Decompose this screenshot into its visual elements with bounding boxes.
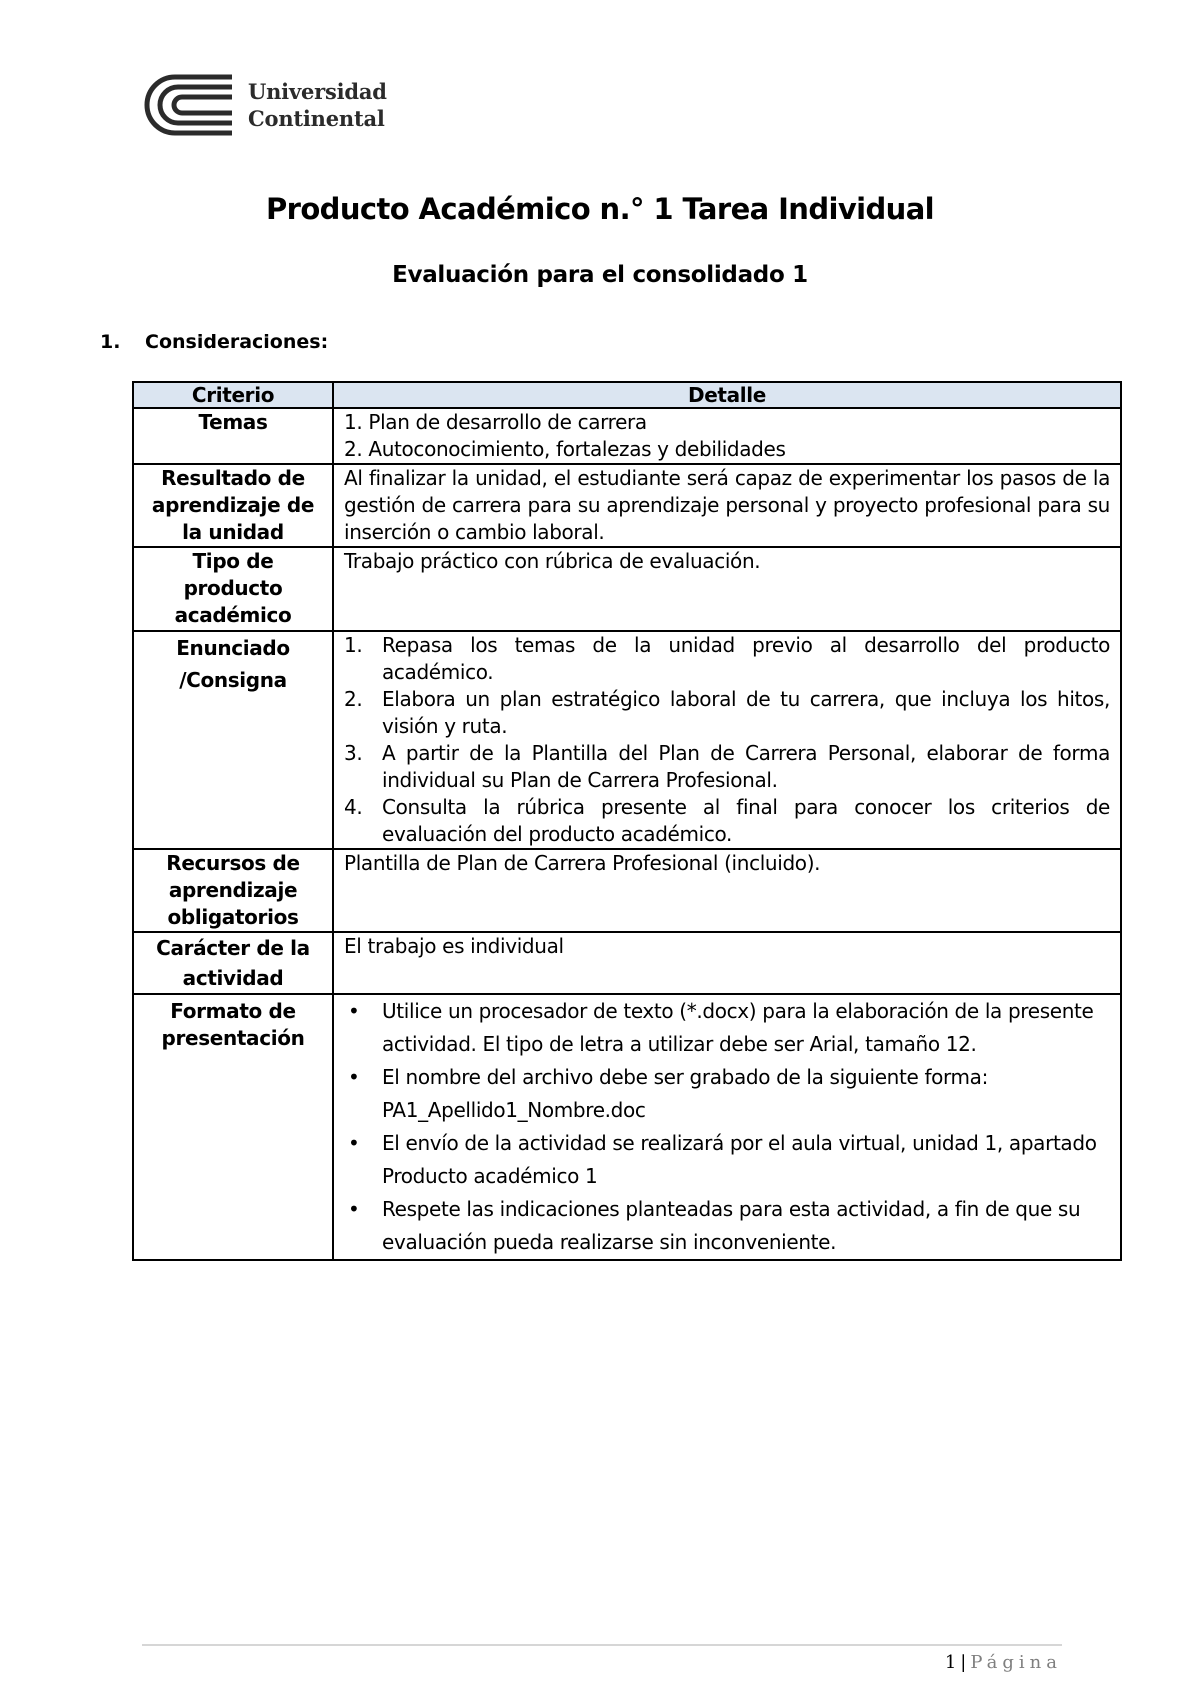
section-heading	[100, 331, 328, 353]
list-item: • El nombre del archivo debe ser grabado de la siguiente forma: PA1_Apellido1_Nombre.doc	[344, 1061, 1110, 1127]
footer-separator: |	[960, 1652, 967, 1673]
section-label: Consideraciones:	[145, 331, 329, 353]
list-item-text: Consulta la rúbrica presente al final para conocer los criterios de evaluación del producto académico.	[382, 795, 1110, 846]
row-label: Recursos de aprendizaje obligatorios	[133, 849, 333, 932]
table-row-temas	[133, 408, 1121, 464]
list-item-number: 3.	[344, 741, 363, 765]
page-subtitle: Evaluación para el consolidado 1	[392, 262, 808, 288]
list-item	[344, 686, 1110, 740]
list-item-number: 1.	[344, 633, 363, 657]
table-header-row	[133, 382, 1121, 408]
list-item	[344, 794, 1110, 848]
list-item: • Utilice un procesador de texto (*.docx) para la elaboración de la presente actividad. El tipo de letra a utilizar debe ser Arial, tamaño 12.	[344, 995, 1110, 1061]
page-number: 1	[944, 1652, 957, 1673]
table-row-tipo	[133, 547, 1121, 631]
formato-list	[344, 995, 1110, 1259]
row-detail	[333, 994, 1121, 1260]
row-detail: El trabajo es individual	[333, 932, 1121, 994]
page-footer	[945, 1652, 1062, 1673]
table-row-enunciado	[133, 631, 1121, 849]
header-criterio: Criterio	[133, 382, 333, 408]
row-label: Enunciado /Consigna	[133, 631, 333, 849]
enunciado-list	[344, 632, 1110, 848]
row-detail: Trabajo práctico con rúbrica de evaluación.	[333, 547, 1121, 631]
logo-line-2: Continental	[248, 106, 385, 131]
tema-item: 2. Autoconocimiento, fortalezas y debilidades	[344, 437, 786, 461]
university-logo	[142, 72, 442, 138]
list-item-text: A partir de la Plantilla del Plan de Carrera Personal, elaborar de forma individual su Plan de Carrera Profesional.	[382, 741, 1110, 792]
list-item	[344, 632, 1110, 686]
row-label: Formato de presentación	[133, 994, 333, 1260]
list-item-number: 2.	[344, 687, 363, 711]
row-detail: Al finalizar la unidad, el estudiante será capaz de experimentar los pasos de la gestión de carrera para su aprendizaje personal y proyecto profesional para su inserción o cambio laboral.	[333, 464, 1121, 547]
list-item-text: Elabora un plan estratégico laboral de tu carrera, que incluya los hitos, visión y ruta.	[382, 687, 1110, 738]
row-detail	[333, 408, 1121, 464]
row-detail: Plantilla de Plan de Carrera Profesional (incluido).	[333, 849, 1121, 932]
list-item: • El envío de la actividad se realizará por el aula virtual, unidad 1, apartado Producto académico 1	[344, 1127, 1110, 1193]
row-label: Tipo de producto académico	[133, 547, 333, 631]
table-row-resultado	[133, 464, 1121, 547]
table-row-formato	[133, 994, 1121, 1260]
tema-item: 1. Plan de desarrollo de carrera	[344, 410, 647, 434]
table-row-caracter	[133, 932, 1121, 994]
section-number: 1.	[100, 331, 121, 353]
university-logo-icon	[142, 72, 234, 138]
logo-line-1: Universidad	[248, 79, 387, 104]
page-title: Producto Académico n.° 1 Tarea Individual	[265, 192, 935, 226]
list-item-text: Repasa los temas de la unidad previo al desarrollo del producto académico.	[382, 633, 1110, 684]
row-detail	[333, 631, 1121, 849]
list-item: • Respete las indicaciones planteadas para esta actividad, a fin de que su evaluación pueda realizarse sin inconveniente.	[344, 1193, 1110, 1259]
page-label: Página	[970, 1652, 1062, 1673]
list-item-number: 4.	[344, 795, 363, 819]
list-item	[344, 740, 1110, 794]
footer-divider	[142, 1644, 1062, 1646]
row-label: Carácter de la actividad	[133, 932, 333, 994]
header-detalle: Detalle	[333, 382, 1121, 408]
university-name	[248, 78, 387, 132]
row-label: Resultado de aprendizaje de la unidad	[133, 464, 333, 547]
table-row-recursos	[133, 849, 1121, 932]
criteria-table	[132, 381, 1122, 1261]
row-label: Temas	[133, 408, 333, 464]
